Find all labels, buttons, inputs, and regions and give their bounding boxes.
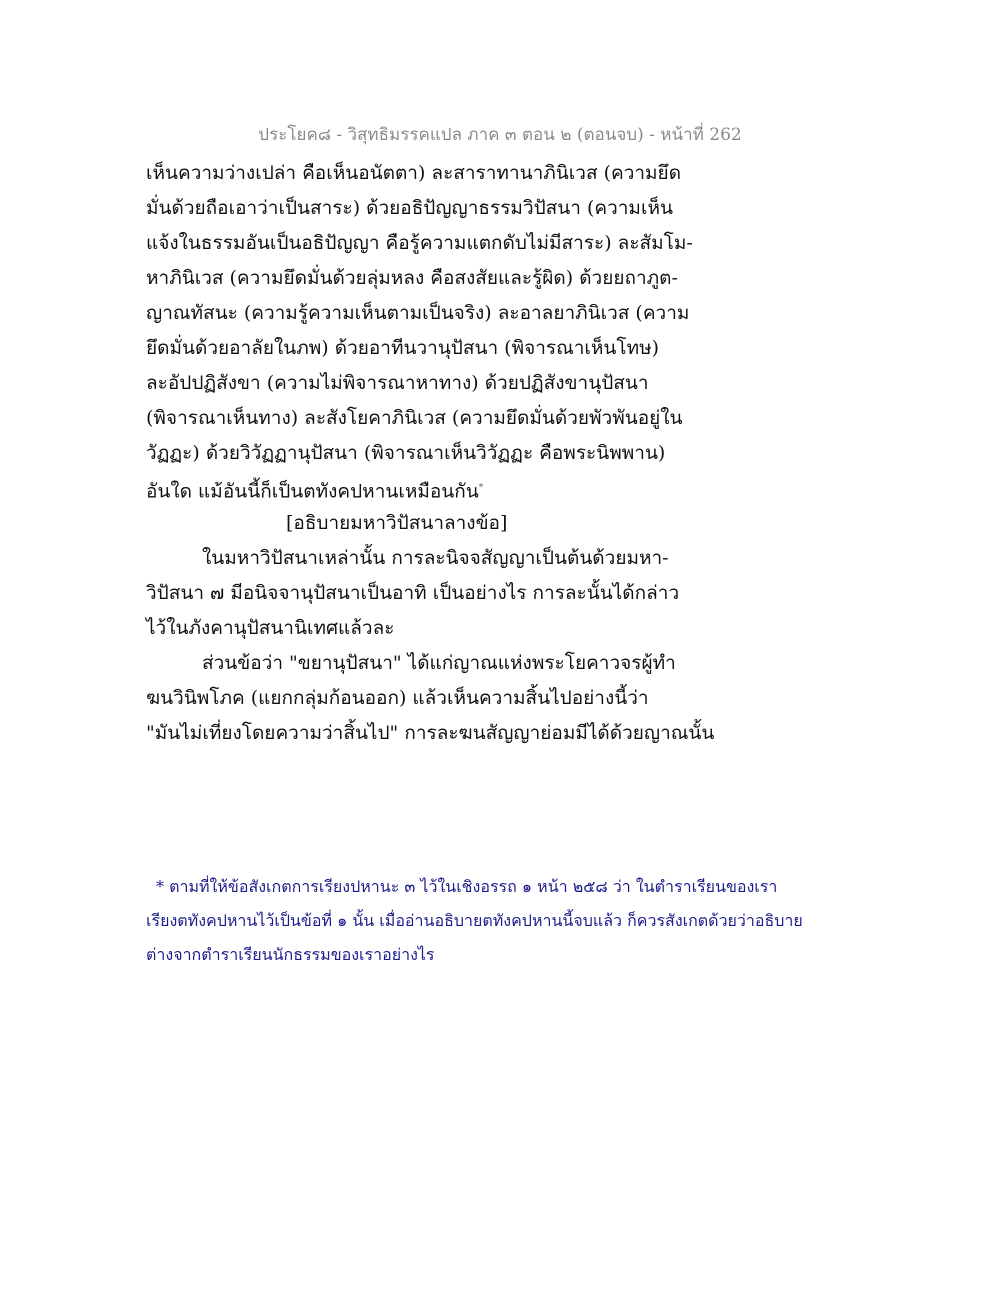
- section-heading: [อธิบายมหาวิปัสนาลางข้อ]: [286, 512, 508, 534]
- text-line: ส่วนข้อว่า "ขยานุปัสนา" ได้แก่ญาณแห่งพระโยคาวจรผู้ทำ: [202, 652, 676, 674]
- text-line: ฆนวินิพโภค (แยกกลุ่มก้อนออก) แล้วเห็นความสิ้นไปอย่างนี้ว่า: [146, 687, 649, 709]
- text-line-with-footnote-mark: [146, 471, 866, 506]
- text-line: หาภินิเวส (ความยึดมั่นด้วยลุ่มหลง คือสงสัยและรู้ผิด) ด้วยยถาภูต-: [146, 267, 678, 289]
- text-line: มั่นด้วยถือเอาว่าเป็นสาระ) ด้วยอธิปัญญาธรรมวิปัสนา (ความเห็น: [146, 197, 673, 219]
- body-text: [146, 156, 866, 751]
- text-line: แจ้งในธรรมอันเป็นอธิปัญญา คือรู้ความแตกดับไม่มีสาระ) ละสัมโม-: [146, 232, 693, 254]
- page-header: ประโยค๘ - วิสุทธิมรรคแปล ภาค ๓ ตอน ๒ (ตอนจบ) - หน้าที่ 262: [258, 125, 742, 145]
- footnote: [146, 870, 866, 972]
- footnote-marker: *: [478, 483, 484, 493]
- text-line: อันใด แม้อันนี้ก็เป็นตทังคปหานเหมือนกัน: [146, 480, 479, 503]
- text-line: วัฏฏะ) ด้วยวิวัฏฏานุปัสนา (พิจารณาเห็นวิวัฏฏะ คือพระนิพพาน): [146, 442, 666, 464]
- text-line: ญาณทัสนะ (ความรู้ความเห็นตามเป็นจริง) ละอาลยาภินิเวส (ความ: [146, 302, 690, 324]
- text-line: วิปัสนา ๗ มีอนิจจานุปัสนาเป็นอาทิ เป็นอย่างไร การละนั้นได้กล่าว: [146, 582, 680, 604]
- text-line: ยึดมั่นด้วยอาลัยในภพ) ด้วยอาทีนวานุปัสนา (พิจารณาเห็นโทษ): [146, 337, 660, 359]
- footnote-line: เรียงตทังคปหานไว้เป็นข้อที่ ๑ นั้น เมื่ออ่านอธิบายตทังคปหานนี้จบแล้ว ก็ควรสังเกตด้วยว่าอธิบาย: [146, 911, 803, 930]
- text-line: ละอัปปฏิสังขา (ความไม่พิจารณาหาทาง) ด้วยปฏิสังขานุปัสนา: [146, 372, 649, 394]
- footnote-line: ต่างจากตำราเรียนนักธรรมของเราอย่างไร: [146, 945, 435, 964]
- text-line: (พิจารณาเห็นทาง) ละสังโยคาภินิเวส (ความยึดมั่นด้วยพัวพันอยู่ใน: [146, 407, 683, 429]
- text-line: ในมหาวิปัสนาเหล่านั้น การละนิจจสัญญาเป็นต้นด้วยมหา-: [202, 547, 669, 569]
- text-line: "มันไม่เที่ยงโดยความว่าสิ้นไป" การละฆนสัญญาย่อมมีได้ด้วยญาณนั้น: [146, 722, 715, 744]
- footnote-line: * ตามที่ให้ข้อสังเกตการเรียงปหานะ ๓ ไว้ในเชิงอรรถ ๑ หน้า ๒๕๘ ว่า ในตำราเรียนของเรา: [156, 877, 778, 896]
- text-line: ไว้ในภังคานุปัสนานิเทศแล้วละ: [146, 617, 395, 639]
- text-line: เห็นความว่างเปล่า คือเห็นอนัตตา) ละสาราทานาภินิเวส (ความยึด: [146, 162, 682, 184]
